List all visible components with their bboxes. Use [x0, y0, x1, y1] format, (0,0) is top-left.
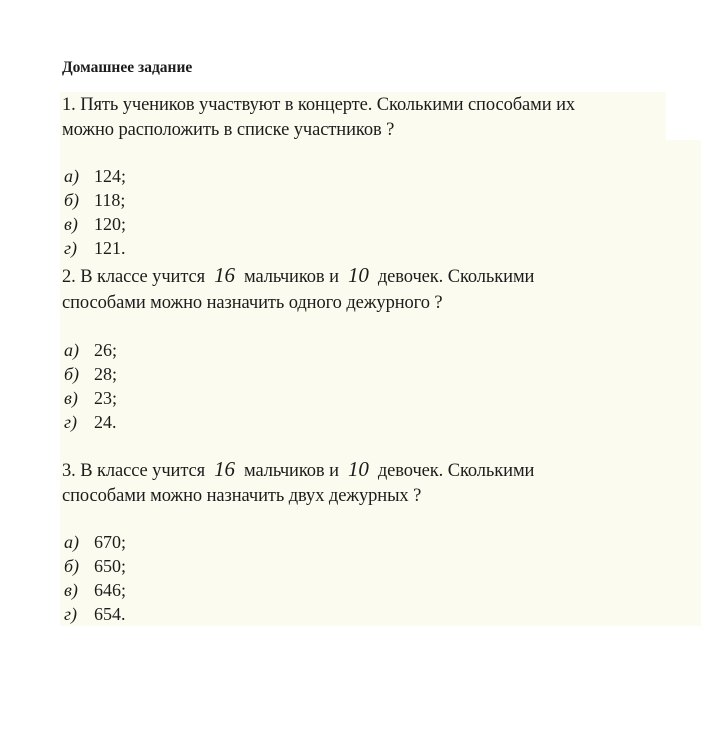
question-2-suffix: девочек. Сколькими [377, 267, 535, 287]
question-3-option-c [64, 579, 126, 603]
question-2-option-d [64, 411, 117, 435]
question-1-option-c [64, 213, 126, 237]
question-1-option-b [64, 189, 125, 213]
question-3-suffix: девочек. Сколькими [377, 461, 535, 481]
question-2-option-a [64, 339, 117, 363]
girls-count: 10 [347, 457, 369, 481]
option-letter: а) [64, 166, 79, 186]
page-title: Домашнее задание [62, 59, 193, 76]
question-1-option-d [64, 237, 126, 261]
option-value: 24. [94, 412, 117, 432]
option-letter: г) [64, 412, 78, 432]
question-1-option-a [64, 165, 126, 189]
question-2-option-b [64, 363, 117, 387]
option-letter: г) [64, 238, 78, 258]
content-panel [60, 140, 701, 626]
option-value: 23; [94, 388, 118, 408]
question-2-prefix: 2. В классе учится [62, 267, 206, 287]
question-3-line-1 [62, 458, 534, 484]
boys-count: 16 [214, 457, 235, 481]
question-2-middle: мальчиков и [244, 267, 339, 287]
question-3-option-a [64, 531, 126, 555]
option-value: 654. [94, 604, 126, 624]
option-value: 26; [94, 340, 118, 360]
option-value: 121. [94, 238, 126, 258]
option-letter: в) [64, 214, 78, 234]
option-letter: б) [64, 190, 80, 210]
option-letter: в) [64, 580, 78, 600]
question-1-line-1: 1. Пять учеников участвуют в концерте. Сколькими способами их [62, 95, 576, 115]
boys-count: 16 [214, 263, 235, 287]
question-1-line-2: можно расположить в списке участников ? [62, 120, 395, 140]
option-value: 646; [94, 580, 127, 600]
question-2-option-c [64, 387, 117, 411]
option-value: 124; [94, 166, 127, 186]
option-letter: в) [64, 388, 78, 408]
question-2-line-2: способами можно назначить одного дежурного ? [62, 293, 443, 313]
option-letter: а) [64, 340, 79, 360]
option-letter: б) [64, 556, 80, 576]
option-letter: б) [64, 364, 80, 384]
question-2-line-1 [62, 264, 534, 290]
option-value: 670; [94, 532, 127, 552]
question-3-option-b [64, 555, 126, 579]
option-letter: г) [64, 604, 78, 624]
option-value: 650; [94, 556, 127, 576]
option-value: 120; [94, 214, 127, 234]
option-value: 28; [94, 364, 118, 384]
girls-count: 10 [347, 263, 369, 287]
question-3-middle: мальчиков и [244, 461, 339, 481]
question-3-line-2: способами можно назначить двух дежурных ? [62, 486, 422, 506]
question-3-prefix: 3. В классе учится [62, 461, 206, 481]
question-3-option-d [64, 603, 126, 627]
option-value: 118; [94, 190, 126, 210]
option-letter: а) [64, 532, 79, 552]
